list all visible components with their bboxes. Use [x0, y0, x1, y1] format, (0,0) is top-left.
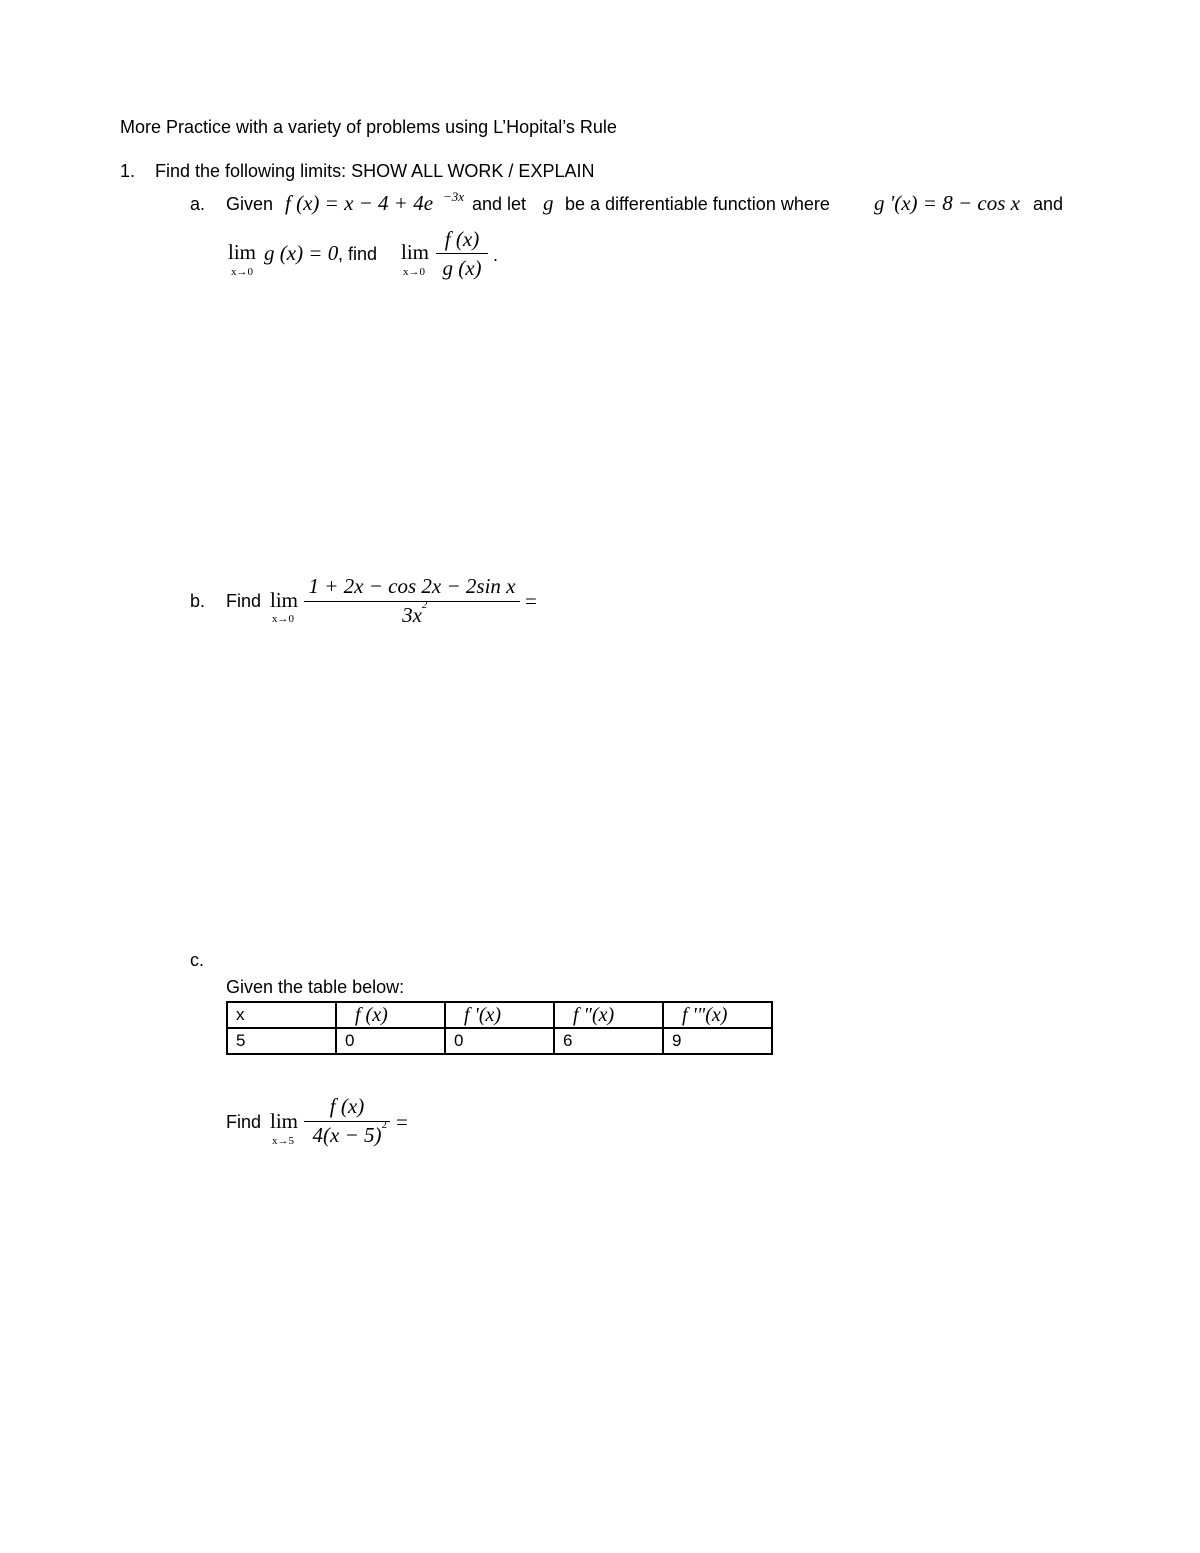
- header-f-triple-prime: f '"(x): [663, 1002, 772, 1028]
- lim-subscript: x→0: [231, 266, 253, 278]
- table-header-row: [227, 1002, 772, 1028]
- fraction-f-over-g: [436, 229, 488, 279]
- find-label: Find: [226, 1112, 262, 1132]
- part-c-letter: c.: [190, 950, 205, 970]
- differentiable-text: be a differentiable function where: [565, 194, 830, 214]
- header-f-double-prime: f "(x): [554, 1002, 663, 1028]
- fraction-bar: [304, 601, 520, 602]
- equals-sign: =: [525, 589, 537, 613]
- part-b-letter: b.: [190, 591, 206, 611]
- g-prime-definition: g '(x) = 8 − cos x: [874, 191, 1020, 215]
- fraction-numerator: 1 + 2x − cos 2x − 2sin x: [308, 574, 516, 598]
- part-a-letter: a.: [190, 194, 206, 214]
- cell-f-double-prime: 6: [554, 1028, 663, 1054]
- cell-f-triple-prime: 9: [663, 1028, 772, 1054]
- f-exponent: −3x: [443, 189, 465, 204]
- equals-sign: =: [396, 1110, 408, 1134]
- fraction-denominator: [402, 599, 428, 627]
- find-label: Find: [226, 591, 262, 611]
- denominator-base: 3x: [402, 603, 422, 627]
- question-instructions: Find the following limits: SHOW ALL WORK / EXPLAIN: [155, 161, 595, 181]
- period: .: [493, 245, 499, 265]
- and-let-text: and let: [472, 194, 527, 214]
- cell-x: 5: [227, 1028, 336, 1054]
- lim-subscript-2: x→0: [403, 266, 425, 278]
- denominator-base: 4(x − 5): [312, 1123, 382, 1147]
- header-f: f (x): [336, 1002, 445, 1028]
- values-table: [226, 1001, 773, 1055]
- worksheet-title: More Practice with a variety of problems using L’Hopital’s Rule: [120, 117, 617, 137]
- lim-word-2: lim: [401, 240, 430, 264]
- g-symbol: g: [543, 191, 554, 215]
- lim-word: lim: [270, 1109, 299, 1133]
- given-table-text: Given the table below:: [226, 977, 405, 997]
- f-definition: f (x) = x − 4 + 4e: [285, 191, 434, 215]
- fraction-numerator: f (x): [329, 1094, 365, 1118]
- denominator-exponent: 2: [421, 599, 428, 611]
- fraction-bar: [436, 253, 488, 254]
- fraction-bar: [304, 1121, 390, 1122]
- limit-fraction: [304, 1096, 390, 1146]
- header-x: x: [227, 1002, 336, 1028]
- question-number: 1.: [120, 161, 136, 181]
- given-label: Given: [226, 194, 274, 214]
- cell-f-prime: 0: [445, 1028, 554, 1054]
- fraction-numerator: f (x): [444, 227, 480, 251]
- lim-word: lim: [270, 588, 299, 612]
- find-text: , find: [338, 244, 378, 264]
- fraction-denominator: g (x): [442, 256, 482, 280]
- table-row: [227, 1028, 772, 1054]
- and-text: and: [1033, 194, 1064, 214]
- lim-subscript: x→0: [272, 613, 294, 625]
- lim-word: lim: [228, 240, 257, 264]
- cell-f: 0: [336, 1028, 445, 1054]
- limit-fraction: [304, 576, 520, 626]
- fraction-denominator: [312, 1119, 387, 1147]
- denominator-exponent: 2: [381, 1119, 387, 1131]
- g-limit-equation: g (x) = 0: [264, 241, 339, 265]
- lim-subscript: x→5: [272, 1135, 294, 1147]
- header-f-prime: f '(x): [445, 1002, 554, 1028]
